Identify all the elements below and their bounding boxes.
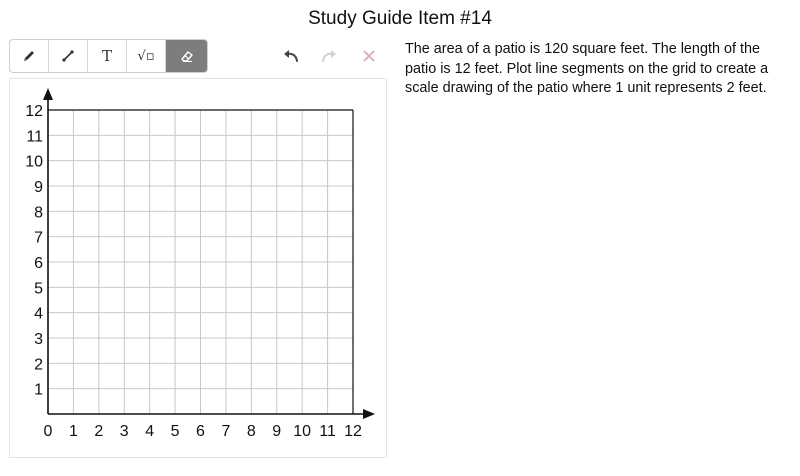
x-tick-label: 12	[344, 423, 362, 440]
x-tick-label: 8	[246, 423, 256, 440]
pencil-icon	[22, 49, 36, 63]
coordinate-grid[interactable]	[10, 79, 388, 459]
graph-panel[interactable]	[9, 78, 387, 458]
clear-button[interactable]	[355, 44, 383, 68]
x-tick-label: 1	[68, 423, 78, 440]
x-tick-label: 9	[272, 423, 282, 440]
redo-button[interactable]	[315, 44, 343, 68]
clear-icon	[362, 49, 376, 63]
x-tick-label: 2	[94, 423, 104, 440]
redo-icon	[320, 49, 338, 63]
line-segment-tool-button[interactable]	[49, 40, 88, 72]
y-tick-label: 6	[34, 255, 43, 272]
y-tick-label: 4	[34, 305, 43, 323]
x-tick-label: 7	[221, 423, 231, 440]
y-tick-label: 7	[34, 229, 43, 247]
undo-button[interactable]	[277, 44, 305, 68]
y-tick-label: 9	[34, 179, 43, 196]
question-text: The area of a patio is 120 square feet. The length of the patio is 12 feet. Plot line segments on the grid to create a scale drawing of the patio where 1 unit represents 2 feet.	[405, 41, 769, 96]
x-axis-arrow	[363, 409, 375, 419]
undo-icon	[282, 49, 300, 63]
y-tick-label: 11	[26, 128, 43, 146]
drawing-toolbar	[9, 39, 208, 73]
x-tick-label: 0	[43, 423, 53, 440]
square-root-icon: √▫	[137, 48, 155, 64]
eraser-tool-button[interactable]	[166, 40, 207, 72]
pencil-tool-button[interactable]	[10, 40, 49, 72]
y-tick-label: 1	[34, 381, 43, 399]
text-tool-button[interactable]	[88, 40, 127, 72]
y-tick-label: 10	[25, 153, 43, 171]
page-title: Study Guide Item #14	[308, 8, 492, 29]
y-tick-label: 12	[25, 103, 43, 120]
y-tick-label: 5	[34, 280, 43, 298]
y-tick-label: 3	[34, 331, 43, 348]
text-icon: T	[101, 47, 112, 65]
x-tick-label: 5	[170, 423, 180, 440]
eraser-icon	[179, 49, 195, 63]
x-tick-label: 6	[196, 423, 205, 440]
y-tick-label: 8	[34, 204, 43, 222]
y-axis-arrow	[43, 88, 53, 100]
x-tick-label: 10	[293, 423, 312, 440]
x-tick-label: 11	[319, 423, 336, 440]
line-segment-icon	[61, 49, 75, 63]
y-tick-label: 2	[34, 356, 43, 374]
x-tick-label: 4	[145, 423, 155, 440]
x-tick-label: 3	[119, 423, 129, 440]
math-tool-button[interactable]	[127, 40, 166, 72]
